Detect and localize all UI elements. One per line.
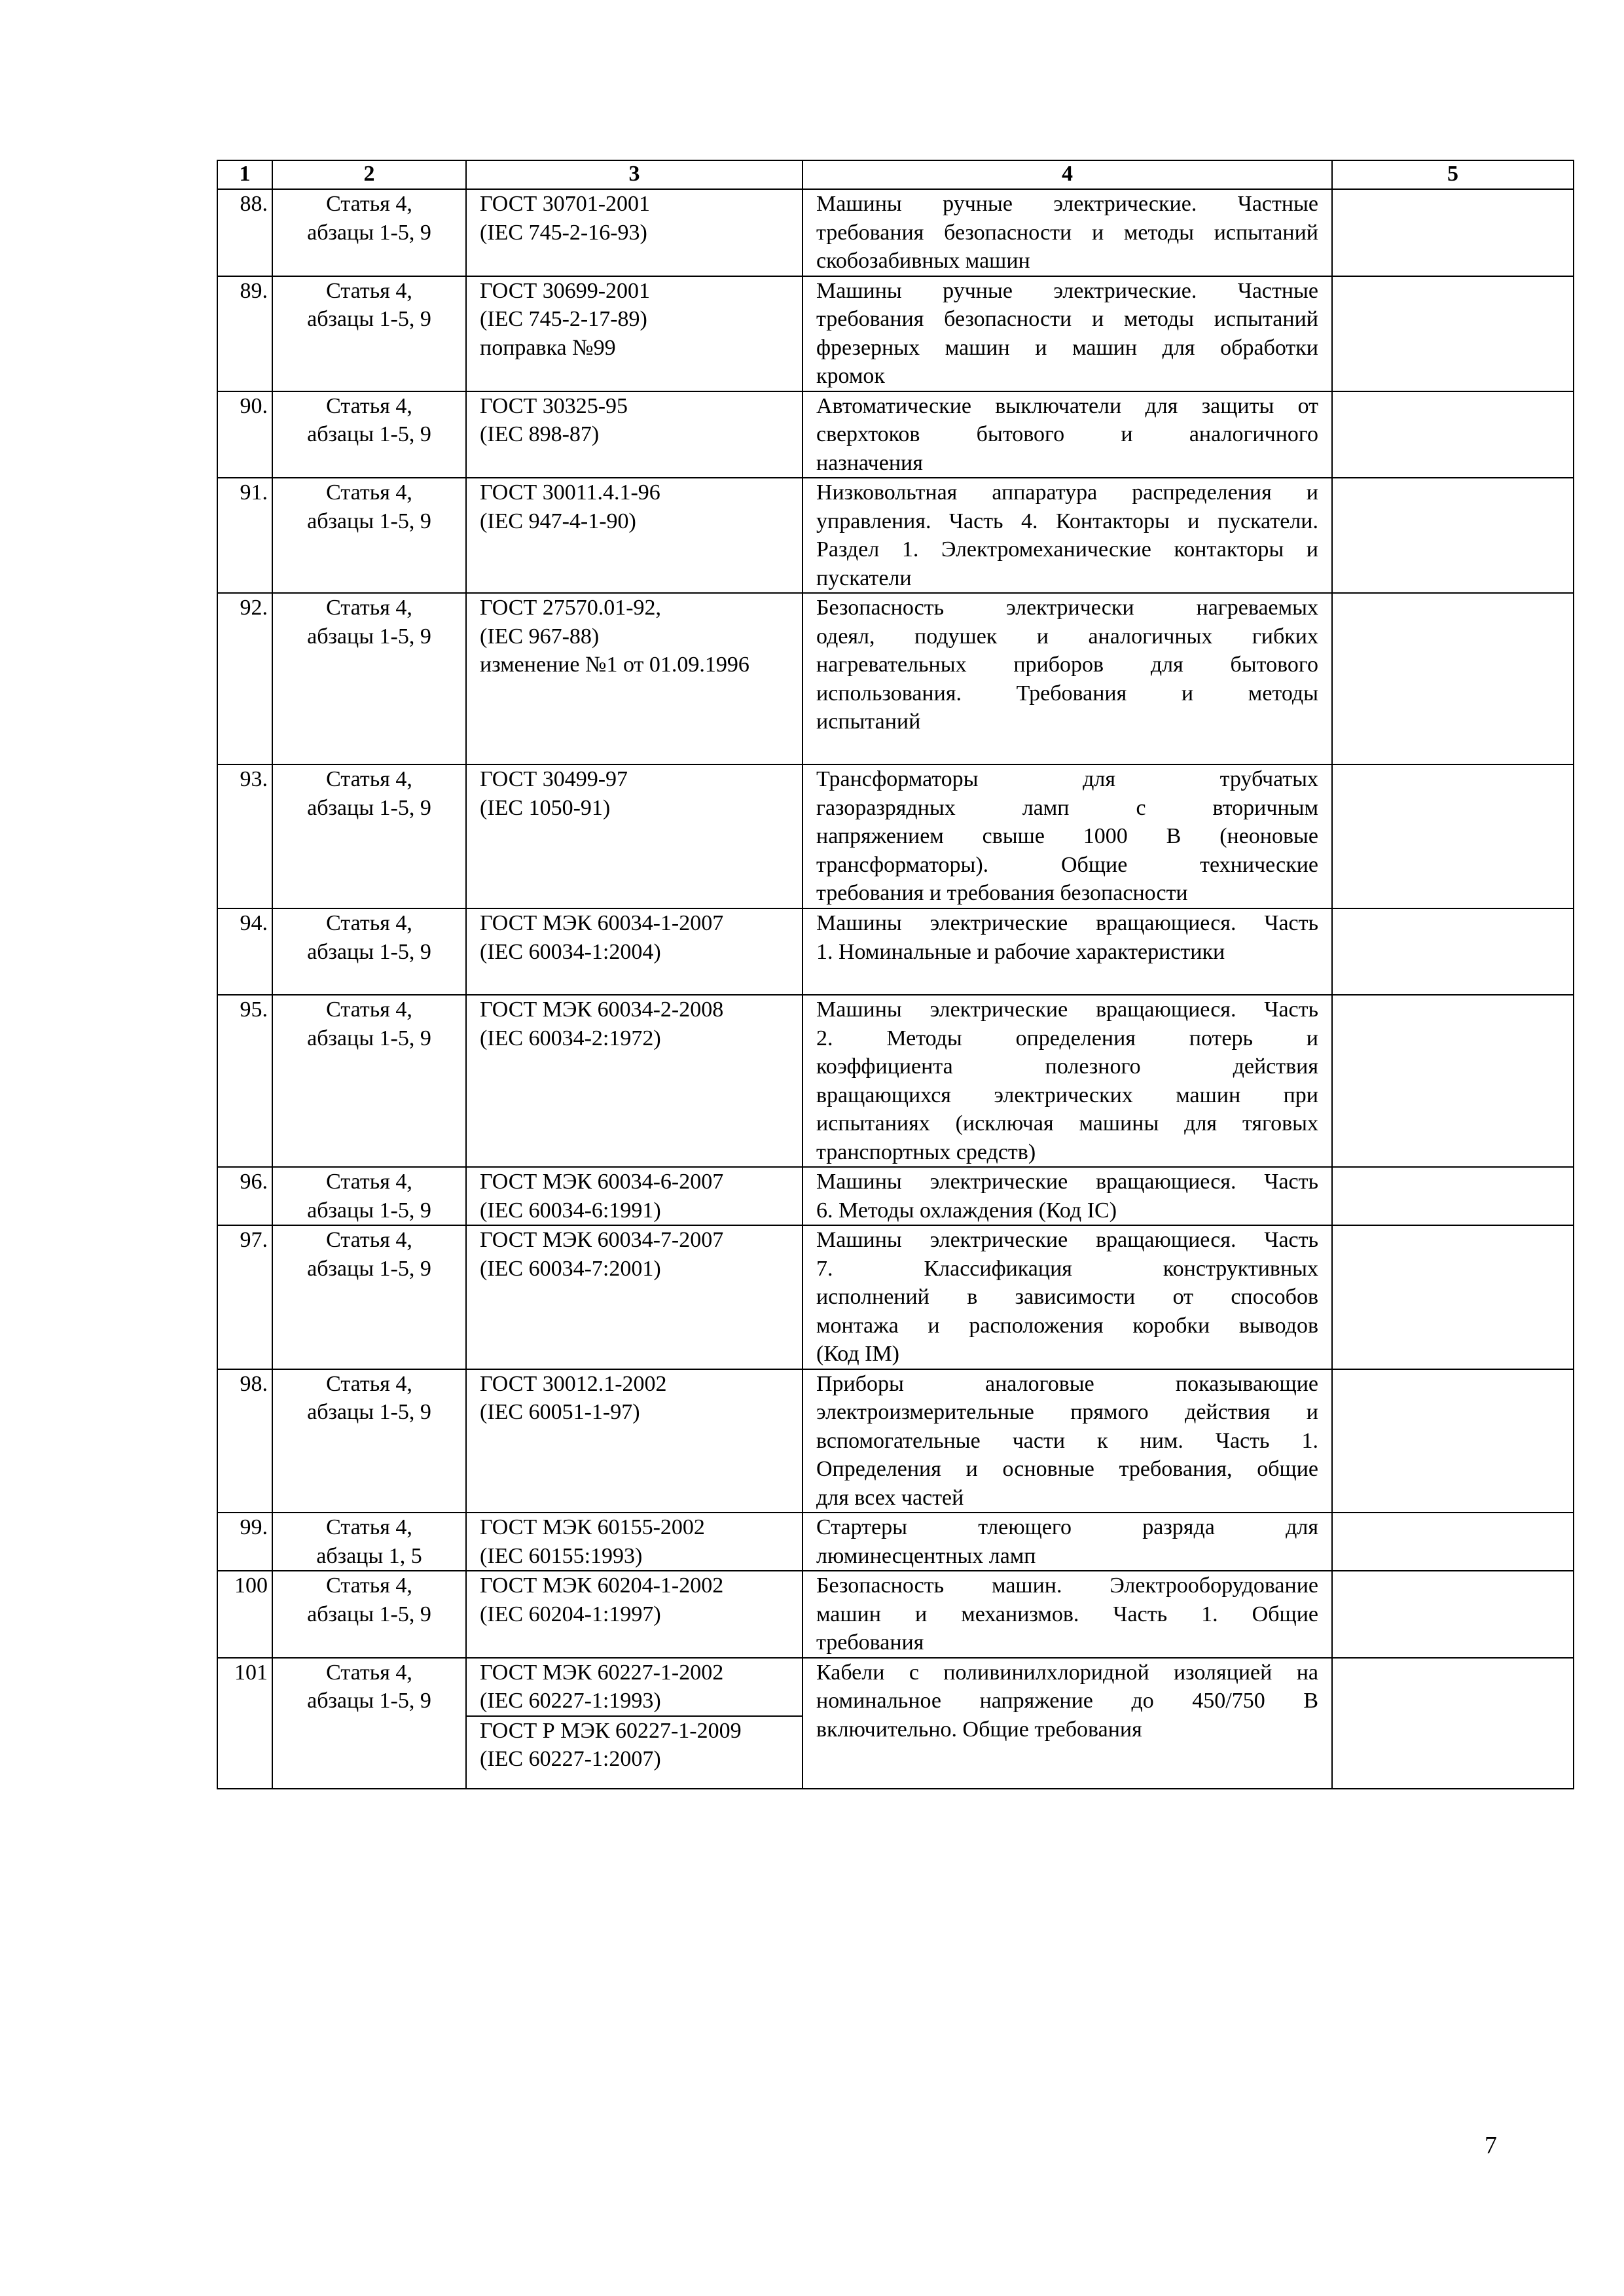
notes-cell: [1332, 1225, 1574, 1369]
page-number: 7: [1485, 2132, 1497, 2159]
notes-cell: [1332, 1167, 1574, 1225]
description-cell: [803, 1369, 1332, 1513]
table-row: [217, 593, 1574, 764]
article-cell: [272, 1658, 466, 1789]
notes-cell: [1332, 1571, 1574, 1658]
article-line: абзацы 1, 5: [316, 1543, 422, 1568]
standard-entry: [480, 190, 789, 247]
notes-cell: [1332, 478, 1574, 593]
standard-entry: [480, 277, 789, 363]
article-cell: [272, 1225, 466, 1369]
table-row: [217, 1225, 1574, 1369]
row-number: 89.: [217, 276, 272, 391]
description-line: 2. Методы определения потерь и: [816, 1026, 1318, 1050]
notes-cell: [1332, 189, 1574, 276]
description-line: Машины ручные электрические. Частные: [816, 278, 1318, 303]
description-line: Машины ручные электрические. Частные: [816, 192, 1318, 216]
standard-cell: [466, 995, 803, 1167]
notes-cell: [1332, 1513, 1574, 1571]
standard-entry: [480, 478, 789, 535]
description-line: одеял, подушек и аналогичных гибких: [816, 624, 1318, 649]
description-line: скобозабивных машин: [816, 249, 1030, 273]
standard-line: ГОСТ МЭК 60227-1-2002: [480, 1660, 724, 1685]
article-line: Статья 4,: [326, 1228, 412, 1252]
standard-line: ГОСТ 30325-95: [480, 393, 628, 418]
row-number: 98.: [217, 1369, 272, 1513]
article-cell: [272, 593, 466, 764]
description-line: Машины электрические вращающиеся. Часть: [816, 1170, 1318, 1194]
article-cell: [272, 908, 466, 995]
standard-line: ГОСТ Р МЭК 60227-1-2009: [480, 1718, 742, 1743]
gost-table: [217, 160, 1574, 1789]
description-line: Машины электрические вращающиеся. Часть: [816, 911, 1318, 935]
article-line: Статья 4,: [326, 192, 412, 216]
article-line: Статья 4,: [326, 911, 412, 935]
standard-line: (IEC 947-4-1-90): [480, 509, 636, 533]
standard-entry: [480, 1571, 789, 1628]
description-line: требования безопасности и методы испытаний: [816, 220, 1318, 245]
row-number: 99.: [217, 1513, 272, 1571]
description-line: фрезерных машин и машин для обработки: [816, 335, 1318, 360]
article-line: Статья 4,: [326, 1573, 412, 1598]
article-line: абзацы 1-5, 9: [307, 1602, 431, 1626]
description-line: включительно. Общие требования: [816, 1717, 1142, 1742]
description-line: транспортных средств): [816, 1139, 1036, 1164]
description-line: Машины электрические вращающиеся. Часть: [816, 1228, 1318, 1252]
description-line: (Код IM): [816, 1342, 900, 1366]
description-line: Кабели с поливинилхлоридной изоляцией на: [816, 1660, 1318, 1685]
description-cell: [803, 1571, 1332, 1658]
article-line: Статья 4,: [326, 278, 412, 303]
article-cell: [272, 1369, 466, 1513]
standard-entry: [480, 1168, 789, 1225]
row-number: 96.: [217, 1167, 272, 1225]
standard-entry: [480, 392, 789, 449]
standard-cell: [466, 1369, 803, 1513]
description-cell: [803, 391, 1332, 478]
article-line: Статья 4,: [326, 767, 412, 791]
standard-entry: [480, 909, 789, 966]
standard-line: (IEC 60155:1993): [480, 1543, 643, 1568]
standard-cell: [466, 189, 803, 276]
description-line: Трансформаторы для трубчатых: [816, 767, 1318, 791]
standard-line: ГОСТ МЭК 60034-2-2008: [480, 997, 724, 1022]
standard-entry: [480, 594, 789, 679]
description-line: назначения: [816, 450, 923, 475]
description-line: Автоматические выключатели для защиты от: [816, 393, 1318, 418]
article-line: Статья 4,: [326, 1371, 412, 1396]
standard-cell: [466, 593, 803, 764]
standard-cell: [466, 1167, 803, 1225]
article-line: абзацы 1-5, 9: [307, 939, 431, 964]
notes-cell: [1332, 995, 1574, 1167]
article-cell: [272, 391, 466, 478]
article-line: абзацы 1-5, 9: [307, 1198, 431, 1223]
standard-cell: [466, 478, 803, 593]
row-number: 93.: [217, 764, 272, 908]
article-cell: [272, 764, 466, 908]
standard-line: ГОСТ 27570.01-92,: [480, 596, 662, 620]
article-cell: [272, 995, 466, 1167]
header-cell: 4: [803, 160, 1332, 189]
standard-cell: [466, 1571, 803, 1658]
standard-line: (IEC 60227-1:1993): [480, 1689, 661, 1713]
article-line: Статья 4,: [326, 596, 412, 620]
description-cell: [803, 908, 1332, 995]
standard-line: (IEC 1050-91): [480, 795, 611, 820]
table-row: [217, 1571, 1574, 1658]
description-line: машин и механизмов. Часть 1. Общие: [816, 1602, 1318, 1626]
article-cell: [272, 189, 466, 276]
table-row: [217, 189, 1574, 276]
description-line: Безопасность машин. Электрооборудование: [816, 1573, 1318, 1598]
description-line: номинальное напряжение до 450/750 В: [816, 1689, 1318, 1713]
article-line: Статья 4,: [326, 393, 412, 418]
standard-entry: [480, 1370, 789, 1427]
description-line: Стартеры тлеющего разряда для: [816, 1515, 1318, 1539]
standard-cell: [466, 764, 803, 908]
article-line: абзацы 1-5, 9: [307, 795, 431, 820]
header-cell: 2: [272, 160, 466, 189]
table-row: [217, 764, 1574, 908]
row-number: 94.: [217, 908, 272, 995]
standard-line: ГОСТ 30011.4.1-96: [480, 480, 660, 505]
description-line: коэффициента полезного действия: [816, 1054, 1318, 1079]
description-line: люминесцентных ламп: [816, 1543, 1036, 1568]
standard-cell: [466, 1658, 803, 1789]
description-line: монтажа и расположения коробки выводов: [816, 1313, 1318, 1338]
description-line: 7. Классификация конструктивных: [816, 1256, 1318, 1281]
table-row: [217, 1658, 1574, 1789]
description-line: 1. Номинальные и рабочие характеристики: [816, 939, 1225, 964]
article-cell: [272, 1513, 466, 1571]
table-row: [217, 908, 1574, 995]
description-line: для всех частей: [816, 1485, 964, 1510]
description-line: 6. Методы охлаждения (Код IC): [816, 1198, 1117, 1223]
standard-entry: [467, 1715, 802, 1774]
description-line: пускатели: [816, 565, 912, 590]
standard-cell: [466, 908, 803, 995]
row-number: 95.: [217, 995, 272, 1167]
standard-line: ГОСТ МЭК 60034-7-2007: [480, 1228, 724, 1252]
article-line: абзацы 1-5, 9: [307, 220, 431, 245]
standard-line: изменение №1 от 01.09.1996: [480, 653, 749, 677]
standard-line: (IEC 60051-1-97): [480, 1400, 640, 1424]
standard-line: (IEC 967-88): [480, 624, 600, 649]
article-cell: [272, 276, 466, 391]
standard-line: (IEC 60034-2:1972): [480, 1026, 661, 1050]
standard-entry: [480, 1513, 789, 1570]
row-number: 91.: [217, 478, 272, 593]
article-line: Статья 4,: [326, 480, 412, 505]
standard-line: (IEC 60227-1:2007): [480, 1747, 661, 1771]
description-line: газоразрядных ламп с вторичным: [816, 795, 1318, 820]
article-line: Статья 4,: [326, 1660, 412, 1685]
article-line: Статья 4,: [326, 997, 412, 1022]
standard-line: ГОСТ МЭК 60204-1-2002: [480, 1573, 724, 1598]
description-line: напряжением свыше 1000 В (неоновые: [816, 824, 1318, 848]
description-line: нагревательных приборов для бытового: [816, 653, 1318, 677]
description-cell: [803, 189, 1332, 276]
standard-entry: [480, 1226, 789, 1283]
row-number: 101: [217, 1658, 272, 1789]
description-line: использования. Требования и методы: [816, 681, 1318, 706]
description-line: испытаниях (исключая машины для тяговых: [816, 1111, 1318, 1136]
description-line: управления. Часть 4. Контакторы и пускатели.: [816, 509, 1318, 533]
description-cell: [803, 1225, 1332, 1369]
standard-line: ГОСТ МЭК 60034-6-2007: [480, 1170, 724, 1194]
notes-cell: [1332, 391, 1574, 478]
article-line: Статья 4,: [326, 1170, 412, 1194]
row-number: 90.: [217, 391, 272, 478]
article-line: абзацы 1-5, 9: [307, 1400, 431, 1424]
description-cell: [803, 593, 1332, 764]
row-number: 88.: [217, 189, 272, 276]
table-row: [217, 391, 1574, 478]
description-line: требования: [816, 1630, 924, 1655]
table-row: [217, 276, 1574, 391]
description-line: Раздел 1. Электромеханические контакторы и: [816, 537, 1318, 562]
article-line: абзацы 1-5, 9: [307, 1689, 431, 1713]
notes-cell: [1332, 908, 1574, 995]
table-row: [217, 478, 1574, 593]
description-cell: [803, 764, 1332, 908]
standard-line: (IEC 898-87): [480, 422, 600, 446]
standard-line: поправка №99: [480, 335, 616, 360]
description-cell: [803, 1513, 1332, 1571]
row-number: 97.: [217, 1225, 272, 1369]
description-line: электроизмерительные прямого действия и: [816, 1400, 1318, 1424]
standard-line: (IEC 60034-1:2004): [480, 939, 661, 964]
table-row: [217, 1513, 1574, 1571]
notes-cell: [1332, 276, 1574, 391]
header-cell: 1: [217, 160, 272, 189]
row-number: 100: [217, 1571, 272, 1658]
description-line: кромок: [816, 364, 885, 388]
description-line: трансформаторы). Общие технические: [816, 852, 1318, 877]
standard-cell: [466, 1225, 803, 1369]
standard-entry: [480, 765, 789, 822]
standard-entry: [467, 1659, 802, 1715]
description-line: сверхтоков бытового и аналогичного: [816, 422, 1318, 446]
article-line: Статья 4,: [326, 1515, 412, 1539]
article-line: абзацы 1-5, 9: [307, 1026, 431, 1050]
standard-line: ГОСТ 30701-2001: [480, 192, 651, 216]
standard-entry: [480, 996, 789, 1052]
article-cell: [272, 1571, 466, 1658]
article-cell: [272, 478, 466, 593]
description-cell: [803, 1658, 1332, 1789]
article-line: абзацы 1-5, 9: [307, 422, 431, 446]
description-cell: [803, 995, 1332, 1167]
standard-line: (IEC 745-2-16-93): [480, 220, 647, 245]
standard-line: ГОСТ 30012.1-2002: [480, 1371, 667, 1396]
notes-cell: [1332, 764, 1574, 908]
standard-line: (IEC 60034-6:1991): [480, 1198, 661, 1223]
article-line: абзацы 1-5, 9: [307, 624, 431, 649]
description-line: Приборы аналоговые показывающие: [816, 1371, 1318, 1396]
standard-line: (IEC 60034-7:2001): [480, 1256, 661, 1281]
description-line: вспомогательные части к ним. Часть 1.: [816, 1428, 1318, 1453]
article-line: абзацы 1-5, 9: [307, 509, 431, 533]
description-cell: [803, 276, 1332, 391]
description-cell: [803, 478, 1332, 593]
notes-cell: [1332, 1369, 1574, 1513]
standard-cell: [466, 391, 803, 478]
table-body: [217, 189, 1574, 1789]
standard-line: ГОСТ МЭК 60155-2002: [480, 1515, 705, 1539]
standard-line: ГОСТ 30699-2001: [480, 278, 651, 303]
standard-line: (IEC 745-2-17-89): [480, 307, 647, 331]
description-cell: [803, 1167, 1332, 1225]
header-cell: 5: [1332, 160, 1574, 189]
row-number: 92.: [217, 593, 272, 764]
standard-cell: [466, 1513, 803, 1571]
standard-cell: [466, 276, 803, 391]
notes-cell: [1332, 593, 1574, 764]
header-row: [217, 160, 1574, 189]
description-line: исполнений в зависимости от способов: [816, 1285, 1318, 1309]
description-line: требования и требования безопасности: [816, 881, 1188, 905]
standard-line: ГОСТ 30499-97: [480, 767, 628, 791]
article-line: абзацы 1-5, 9: [307, 307, 431, 331]
header-cell: 3: [466, 160, 803, 189]
standard-line: (IEC 60204-1:1997): [480, 1602, 661, 1626]
description-line: испытаний: [816, 709, 921, 734]
table-row: [217, 1369, 1574, 1513]
description-line: вращающихся электрических машин при: [816, 1083, 1318, 1107]
article-cell: [272, 1167, 466, 1225]
description-line: Машины электрические вращающиеся. Часть: [816, 997, 1318, 1022]
description-line: Определения и основные требования, общие: [816, 1457, 1318, 1481]
table-row: [217, 995, 1574, 1167]
description-line: требования безопасности и методы испытаний: [816, 307, 1318, 331]
notes-cell: [1332, 1658, 1574, 1789]
description-line: Низковольтная аппаратура распределения и: [816, 480, 1318, 505]
standard-line: ГОСТ МЭК 60034-1-2007: [480, 911, 724, 935]
description-line: Безопасность электрически нагреваемых: [816, 596, 1318, 620]
table-row: [217, 1167, 1574, 1225]
article-line: абзацы 1-5, 9: [307, 1256, 431, 1281]
